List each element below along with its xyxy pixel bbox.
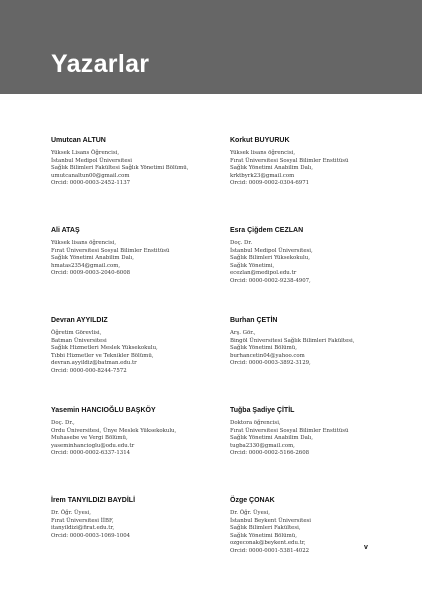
header-band xyxy=(0,0,422,94)
author-detail-line: Doç. Dr. xyxy=(230,240,253,246)
author-name: Korkut BUYURUK xyxy=(230,137,290,144)
author-detail-line: Arş. Gör., xyxy=(230,330,256,336)
author-detail-line: ozgeconak@beykent.edu.tr, xyxy=(230,540,306,547)
author-detail-line: Tıbbi Hizmetler ve Teknikler Bölümü, xyxy=(51,352,154,359)
author-detail-line: devran.ayyildiz@batman.edu.tr xyxy=(51,360,137,367)
author-detail-line: Sağlık Bilimleri Fakültesi, xyxy=(230,525,301,532)
author-detail-line: Fırat Üniversitesi Sosyal Bilimler Enstitüsü xyxy=(230,427,349,434)
author-entry xyxy=(230,407,400,497)
author-detail-line: Sağlık Bilimleri Fakültesi Sağlık Yönetimi Bölümü, xyxy=(51,165,189,172)
author-detail-line: Öğretim Görevlisi, xyxy=(51,330,102,336)
author-detail-line: Orcid: 0000-0002-5166-2608 xyxy=(230,450,310,457)
author-entry xyxy=(51,227,221,317)
author-detail-line: Batman Üniversitesi xyxy=(51,337,107,344)
author-detail-line: İstanbul Medipol Üniversitesi xyxy=(51,157,133,164)
author-entry xyxy=(230,497,400,587)
author-detail-line: Orcid: 0009-0002-0304-6971 xyxy=(230,180,310,187)
author-detail-line: Sağlık Yönetimi Bölümü, xyxy=(230,345,297,352)
author-entry xyxy=(230,317,400,407)
author-detail-line: Sağlık Yönetimi Anabilim Dalı, xyxy=(230,435,313,442)
author-detail-line: Muhasebe ve Vergi Bölümü, xyxy=(51,435,128,442)
author-entry xyxy=(230,227,400,317)
author-name: Yasemin HANCIOĞLU BAŞKÖY xyxy=(51,407,156,414)
author-entry xyxy=(51,137,221,227)
author-detail-line: Sağlık Bilimleri Yüksekokulu, xyxy=(230,255,310,262)
page-title: Yazarlar xyxy=(51,50,150,78)
author-detail-line: Fırat Üniversitesi Sosyal Bilimler Enstitüsü xyxy=(51,247,170,254)
author-detail-line: yaseminhancioglu@odu.edu.tr xyxy=(51,442,135,449)
author-detail-line: hmatas2354@gmail.com, xyxy=(51,262,121,269)
author-name: Özge ÇONAK xyxy=(230,497,275,504)
author-detail-line: Orcid: 0000-0002-9238-4907, xyxy=(230,277,311,284)
author-detail-line: Ordu Üniversitesi, Ünye Meslek Yüksekokulu, xyxy=(51,427,177,434)
author-name: Burhan ÇETİN xyxy=(230,317,278,324)
author-detail-line: Dr. Öğr. Üyesi, xyxy=(230,510,270,516)
author-detail-line: İstanbul Beykent Üniversitesi xyxy=(230,517,312,524)
author-detail-line: Dr. Öğr. Üyesi, xyxy=(51,510,91,516)
author-detail-line: Orcid: 0009-0003-2040-6008 xyxy=(51,270,131,277)
author-detail-line: Sağlık Yönetimi, xyxy=(230,262,275,269)
author-detail-line: Doktora öğrencisi, xyxy=(230,420,281,426)
authors-column-left xyxy=(51,137,221,587)
author-detail-line: umutcanaltun00@gmail.com xyxy=(51,172,130,179)
author-detail-line: Orcid: 0000-0003-2452-1137 xyxy=(51,180,131,187)
author-detail-line: Fırat Üniversitesi Sosyal Bilimler Enstitüsü xyxy=(230,157,349,164)
author-name: Devran AYYILDIZ xyxy=(51,317,108,324)
author-entry xyxy=(51,497,221,587)
author-detail-line: Orcid: 0000-0003-3892-3129, xyxy=(230,360,311,367)
author-name: Esra Çiğdem CEZLAN xyxy=(230,227,304,234)
author-name: Umutcan ALTUN xyxy=(51,137,106,144)
author-detail-line: Sağlık Yönetimi Anabilim Dalı, xyxy=(230,165,313,172)
author-entry xyxy=(51,407,221,497)
author-detail-line: İstanbul Medipol Üniversitesi, xyxy=(230,247,313,254)
page-number: v xyxy=(364,544,368,551)
author-detail-line: burhancetin04@yahoo.com xyxy=(230,352,305,359)
author-entry xyxy=(51,317,221,407)
author-detail-line: krktbyrk23@gmail.com xyxy=(230,172,295,179)
author-detail-line: Orcid: 0000-0003-1069-1004 xyxy=(51,532,131,539)
author-detail-line: Yüksek lisans öğrencisi, xyxy=(51,240,117,246)
author-detail-line: Orcid: 0000-000-8244-7572 xyxy=(51,367,127,374)
author-detail-line: Sağlık Hizmetleri Meslek Yüksekokulu, xyxy=(51,345,158,352)
author-name: İrem TANYILDIZI BAYDİLİ xyxy=(51,497,136,504)
author-detail-line: tugba2330@gmail.com, xyxy=(230,442,295,449)
author-detail-line: Sağlık Yönetimi Bölümü, xyxy=(230,532,297,539)
author-detail-line: Yüksek Lisans Öğrencisi, xyxy=(51,150,120,156)
author-detail-line: ecezlan@medipol.edu.tr xyxy=(230,270,297,277)
author-detail-line: itanyildizi@firat.edu.tr, xyxy=(51,525,115,532)
author-detail-line: Sağlık Yönetimi Anabilim Dalı, xyxy=(51,255,134,262)
author-detail-line: Orcid: 0000-0002-6337-1314 xyxy=(51,450,131,457)
author-name: Tuğba Şadiye ÇİTİL xyxy=(230,407,295,414)
author-detail-line: Bingöl Üniversitesi Sağlık Bilimleri Fakültesi, xyxy=(230,337,355,344)
author-entry xyxy=(230,137,400,227)
author-detail-line: Doç. Dr., xyxy=(51,420,75,426)
author-name: Ali ATAŞ xyxy=(51,227,80,234)
author-detail-line: Yüksek lisans öğrencisi, xyxy=(230,150,296,156)
author-detail-line: Orcid: 0000-0001-5381-4022 xyxy=(230,547,310,554)
authors-column-right xyxy=(230,137,400,587)
author-detail-line: Fırat Üniversitesi İİBF, xyxy=(51,517,114,524)
